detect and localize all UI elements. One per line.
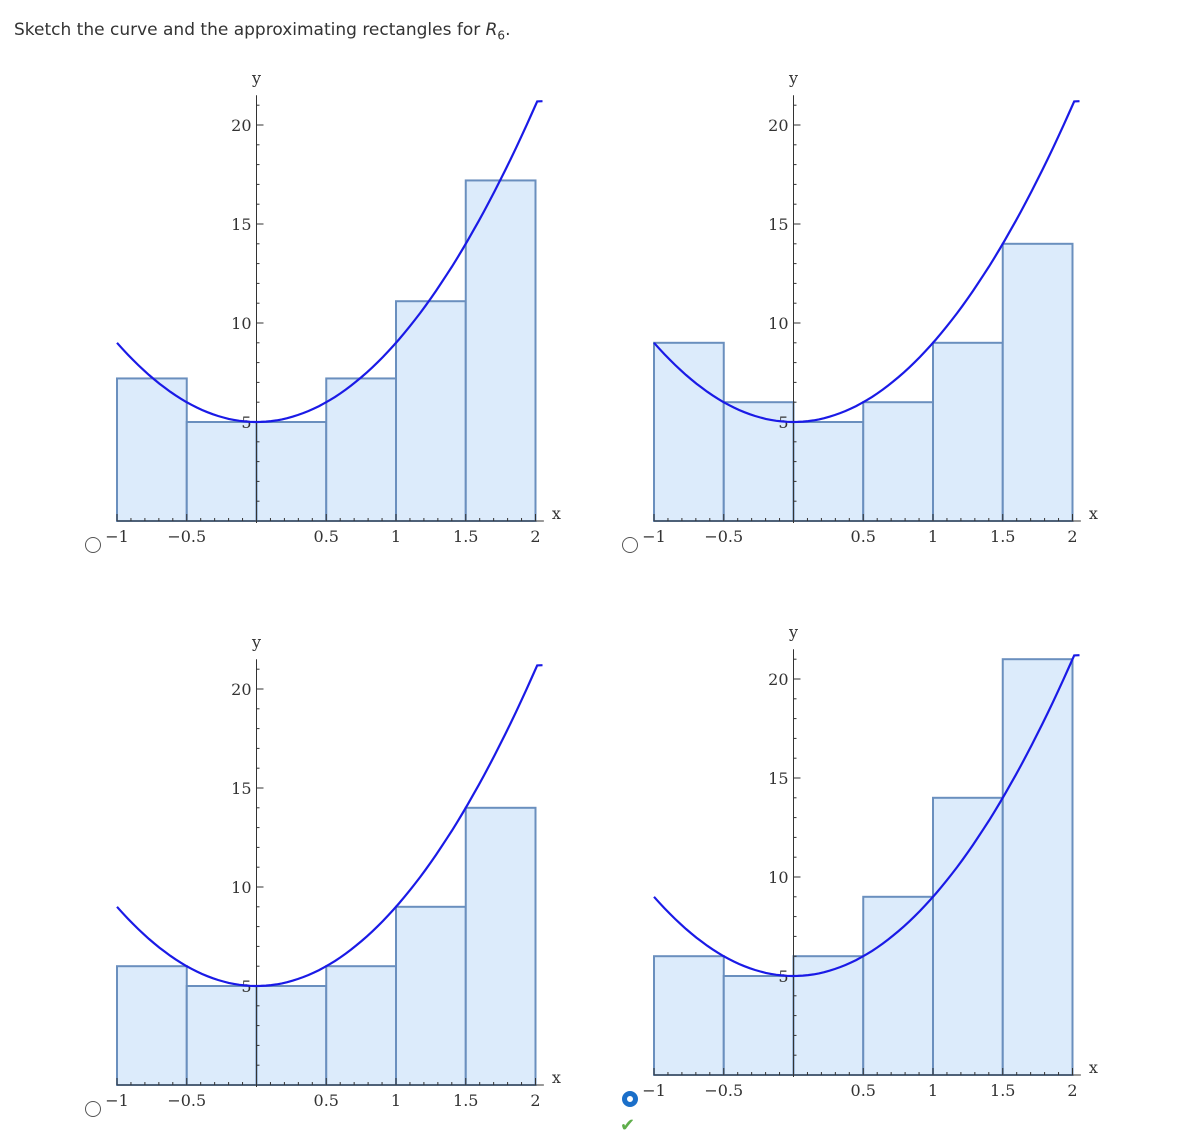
y-tick-label: 5 [241,977,252,996]
approximating-rectangle [724,976,794,1075]
x-axis-label: x [551,504,561,523]
x-tick-label: 0.5 [850,1081,876,1100]
y-tick-label: 15 [768,769,789,788]
x-tick-label: 1.5 [990,527,1016,546]
correct-check-icon: ✔ [620,1115,636,1136]
y-tick-label: 10 [231,878,252,897]
prompt-text: Sketch the curve and the approximating rectangles for [14,20,486,40]
y-axis-label: y [251,632,262,652]
approximating-rectangle [933,798,1003,1075]
prompt-period: . [505,20,511,40]
x-tick-label: 1 [927,527,939,546]
x-tick-label: 1 [390,1091,402,1110]
y-tick-label: 10 [768,868,789,887]
y-axis-label: y [788,622,799,642]
y-tick-label: 20 [768,670,789,689]
x-tick-label: −0.5 [704,1081,744,1100]
x-tick-label: −1 [105,527,129,546]
x-tick-label: 1 [390,527,402,546]
x-tick-label: −1 [105,1091,129,1110]
x-axis-label: x [1088,1058,1098,1077]
y-tick-label: 5 [778,967,789,986]
y-tick-label: 10 [768,314,789,333]
y-axis-label: y [251,68,262,88]
x-tick-label: 2 [530,1091,541,1110]
x-tick-label: −1 [642,527,666,546]
x-tick-label: 2 [530,527,541,546]
x-tick-label: −0.5 [704,527,744,546]
approximating-rectangle [794,956,864,1075]
x-tick-label: 1.5 [453,1091,479,1110]
x-tick-label: −0.5 [167,1091,207,1110]
x-tick-label: 1 [927,1081,939,1100]
x-tick-label: −0.5 [167,527,207,546]
x-tick-label: 0.5 [313,527,339,546]
y-tick-label: 15 [231,215,252,234]
prompt-variable: R [485,20,498,40]
y-tick-label: 20 [231,680,252,699]
x-tick-label: 0.5 [850,527,876,546]
x-tick-label: −1 [642,1081,666,1100]
approximating-rectangle [863,897,933,1075]
y-tick-label: 20 [768,116,789,135]
y-axis-label: y [788,68,799,88]
y-tick-label: 5 [241,413,252,432]
x-axis-label: x [551,1068,561,1087]
y-tick-label: 5 [778,413,789,432]
y-tick-label: 15 [231,779,252,798]
x-axis-label: x [1088,504,1098,523]
x-tick-label: 1.5 [990,1081,1016,1100]
y-tick-label: 20 [231,116,252,135]
x-tick-label: 2 [1067,527,1078,546]
approximating-rectangle [1003,659,1073,1075]
y-tick-label: 15 [768,215,789,234]
prompt-subscript: 6 [497,28,506,43]
x-tick-label: 0.5 [313,1091,339,1110]
y-tick-label: 10 [231,314,252,333]
x-tick-label: 1.5 [453,527,479,546]
approximating-rectangle [654,956,724,1075]
x-tick-label: 2 [1067,1081,1078,1100]
